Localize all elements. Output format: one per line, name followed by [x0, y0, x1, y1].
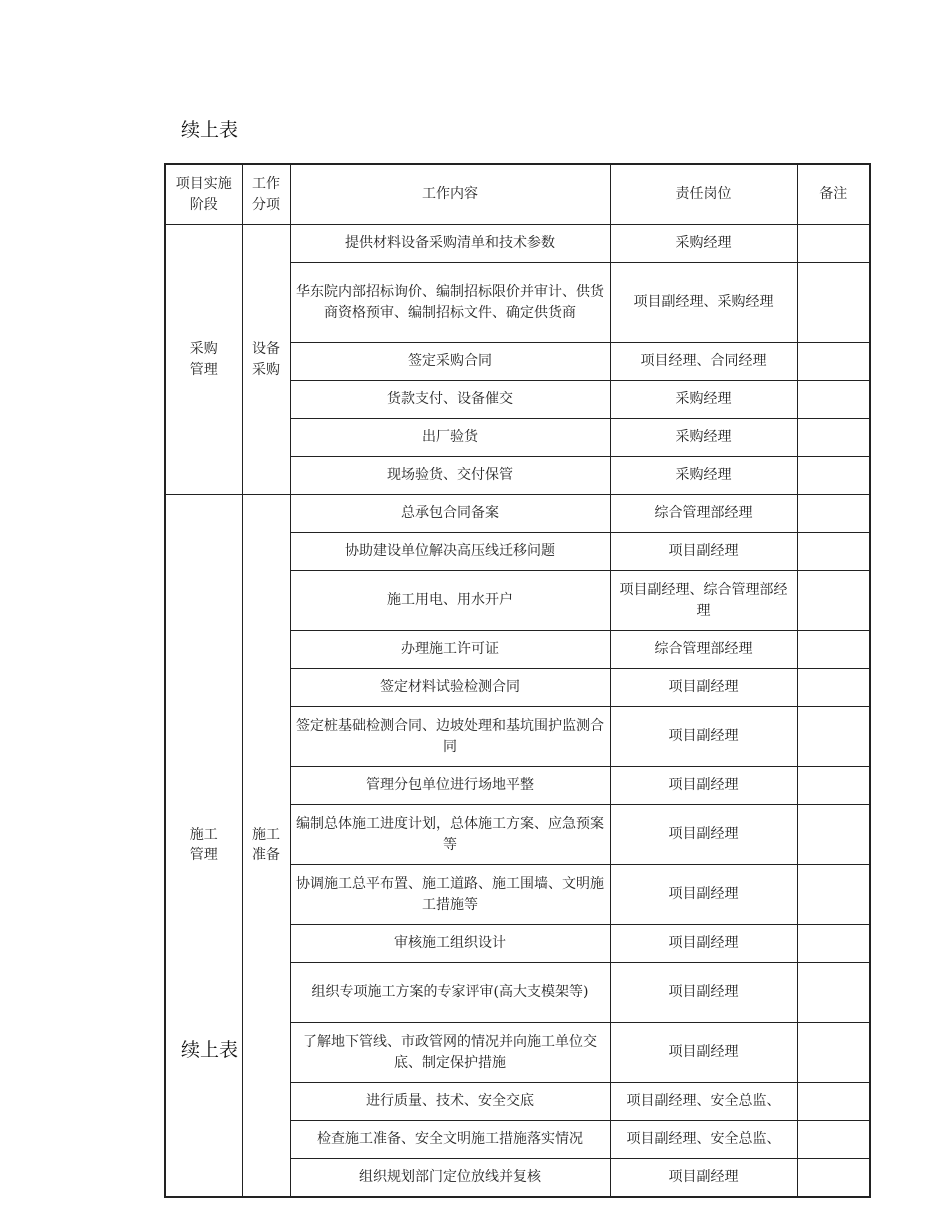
- note-cell: [797, 381, 870, 419]
- stage-line: 施工: [189, 826, 218, 843]
- content-cell: 编制总体施工进度计划，总体施工方案、应急预案等: [290, 805, 610, 865]
- item-cell: [242, 495, 290, 1197]
- content-cell: 协调施工总平布置、施工道路、施工围墙、文明施工措施等: [290, 865, 610, 925]
- role-cell: 项目副经理: [610, 707, 797, 767]
- role-cell: 项目副经理: [610, 865, 797, 925]
- note-cell: [797, 865, 870, 925]
- table-caption: 续上表: [181, 119, 239, 141]
- header-stage: [165, 164, 242, 225]
- content-cell: 施工用电、用水开户: [290, 571, 610, 631]
- stage-cell: [165, 495, 242, 1197]
- role-cell: 项目副经理、综合管理部经理: [610, 571, 797, 631]
- item-line: 施工: [252, 826, 280, 843]
- role-cell: 综合管理部经理: [610, 631, 797, 669]
- role-cell: 采购经理: [610, 457, 797, 495]
- item-cell: [242, 225, 290, 495]
- note-cell: [797, 1023, 870, 1083]
- note-cell: [797, 963, 870, 1023]
- role-cell: 项目副经理: [610, 1159, 797, 1197]
- table-row: [165, 495, 870, 533]
- stage-line: 管理: [189, 847, 218, 864]
- role-cell: 采购经理: [610, 381, 797, 419]
- item-line: 采购: [252, 361, 280, 378]
- note-cell: [797, 263, 870, 343]
- role-cell: 项目副经理: [610, 805, 797, 865]
- note-cell: [797, 707, 870, 767]
- table-body: [165, 225, 870, 1197]
- content-cell: 现场验货、交付保管: [290, 457, 610, 495]
- stage-line: 采购: [189, 341, 218, 358]
- header-item: [242, 164, 290, 225]
- table-header-row: [165, 164, 870, 225]
- content-cell: 签定桩基础检测合同、边坡处理和基坑围护监测合同: [290, 707, 610, 767]
- role-cell: 项目经理、合同经理: [610, 343, 797, 381]
- note-cell: [797, 495, 870, 533]
- role-cell: 项目副经理、安全总监、: [610, 1121, 797, 1159]
- header-note: 备注: [797, 164, 870, 225]
- content-cell: 总承包合同备案: [290, 495, 610, 533]
- content-cell: 出厂验货: [290, 419, 610, 457]
- role-cell: 项目副经理、采购经理: [610, 263, 797, 343]
- note-cell: [797, 419, 870, 457]
- note-cell: [797, 805, 870, 865]
- role-cell: 采购经理: [610, 419, 797, 457]
- note-cell: [797, 571, 870, 631]
- table-caption-repeat: 续上表: [181, 1039, 239, 1061]
- note-cell: [797, 631, 870, 669]
- role-cell: 项目副经理: [610, 963, 797, 1023]
- note-cell: [797, 669, 870, 707]
- stage-line: 管理: [189, 361, 218, 378]
- content-cell: 签定采购合同: [290, 343, 610, 381]
- content-cell: 组织专项施工方案的专家评审(高大支模架等): [290, 963, 610, 1023]
- note-cell: [797, 925, 870, 963]
- role-cell: 综合管理部经理: [610, 495, 797, 533]
- role-cell: 项目副经理: [610, 925, 797, 963]
- role-cell: 项目副经理: [610, 669, 797, 707]
- header-stage-line: 项目实施: [175, 176, 232, 193]
- content-cell: 组织规划部门定位放线并复核: [290, 1159, 610, 1197]
- stage-cell: [165, 225, 242, 495]
- item-line: 设备: [252, 341, 280, 358]
- role-cell: 项目副经理: [610, 767, 797, 805]
- content-cell: 华东院内部招标询价、编制招标限价并审计、供货商资格预审、编制招标文件、确定供货商: [290, 263, 610, 343]
- responsibility-table: [164, 163, 871, 1198]
- note-cell: [797, 225, 870, 263]
- item-line: 准备: [252, 847, 280, 864]
- note-cell: [797, 343, 870, 381]
- header-item-line: 工作: [252, 176, 280, 193]
- content-cell: 签定材料试验检测合同: [290, 669, 610, 707]
- header-role: 责任岗位: [610, 164, 797, 225]
- note-cell: [797, 1121, 870, 1159]
- note-cell: [797, 767, 870, 805]
- note-cell: [797, 533, 870, 571]
- header-item-line: 分项: [252, 196, 280, 213]
- content-cell: 审核施工组织设计: [290, 925, 610, 963]
- content-cell: 了解地下管线、市政管网的情况并向施工单位交底、制定保护措施: [290, 1023, 610, 1083]
- content-cell: 进行质量、技术、安全交底: [290, 1083, 610, 1121]
- content-cell: 检查施工准备、安全文明施工措施落实情况: [290, 1121, 610, 1159]
- role-cell: 项目副经理、安全总监、: [610, 1083, 797, 1121]
- note-cell: [797, 457, 870, 495]
- content-cell: 货款支付、设备催交: [290, 381, 610, 419]
- content-cell: 管理分包单位进行场地平整: [290, 767, 610, 805]
- content-cell: 办理施工许可证: [290, 631, 610, 669]
- header-content: 工作内容: [290, 164, 610, 225]
- role-cell: 采购经理: [610, 225, 797, 263]
- content-cell: 提供材料设备采购清单和技术参数: [290, 225, 610, 263]
- note-cell: [797, 1159, 870, 1197]
- content-cell: 协助建设单位解决高压线迁移问题: [290, 533, 610, 571]
- role-cell: 项目副经理: [610, 533, 797, 571]
- role-cell: 项目副经理: [610, 1023, 797, 1083]
- header-stage-line: 阶段: [189, 196, 218, 213]
- note-cell: [797, 1083, 870, 1121]
- table-row: [165, 225, 870, 263]
